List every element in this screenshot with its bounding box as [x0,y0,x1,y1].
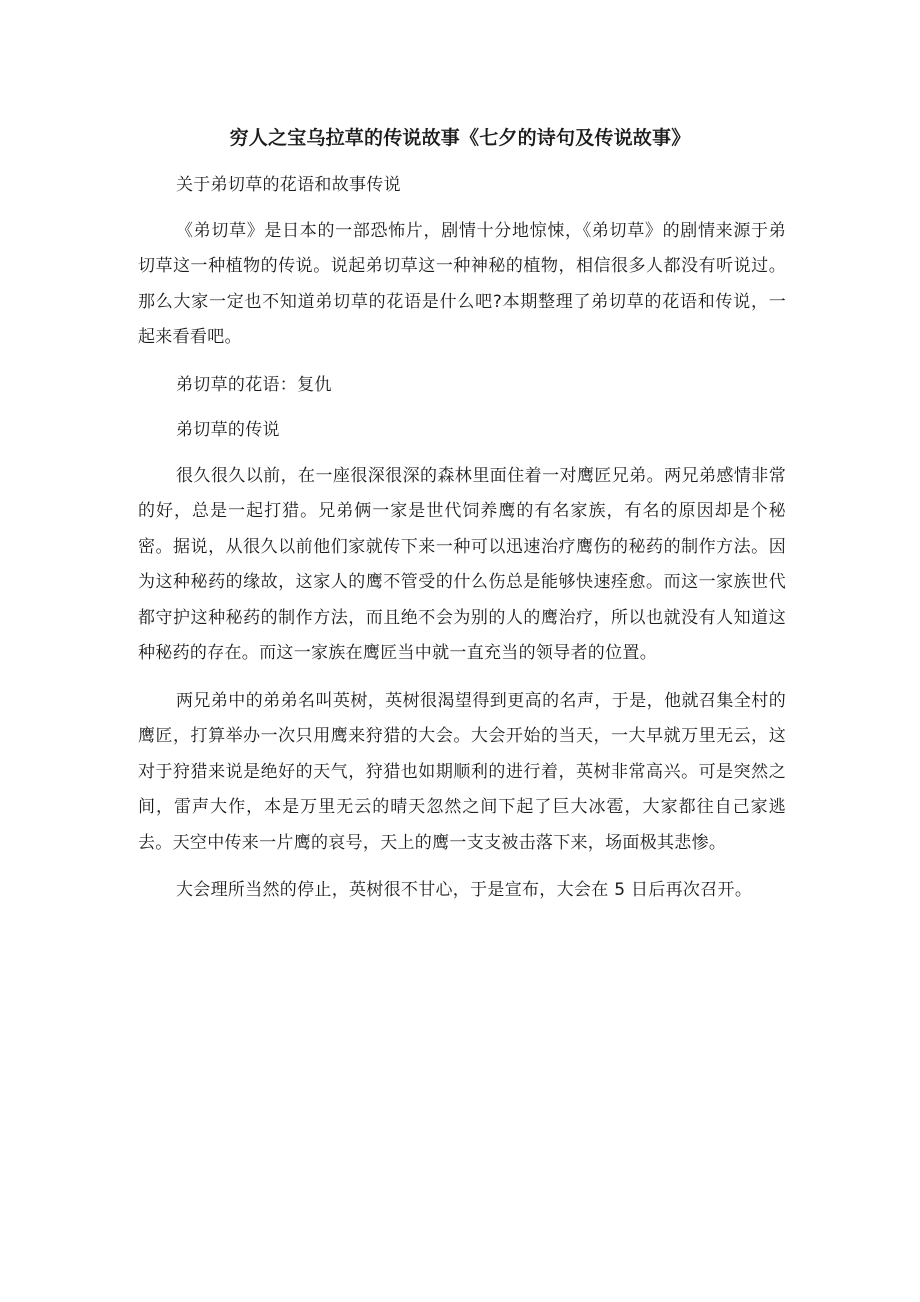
paragraph-legend-3: 大会理所当然的停止，英树很不甘心，于是宣布，大会在 5 日后再次召开。 [176,880,753,900]
document-body [138,168,786,921]
paragraph-legend-1: 很久很久以前，在一座很深很深的森林里面住着一对鹰匠兄弟。两兄弟感情非常的好，总是一起打猎。兄弟俩一家是世代饲养鹰的有名家族，有名的原因却是个秘密。据说，从很久以前他们家就传下来一种可以迅速治疗鹰伤的秘药的制作方法。因为这种秘药的缘故，这家人的鹰不管受的什么伤总是能够快速痊愈。而这一家族世代都守护这种秘药的制作方法，而且绝不会为别的人的鹰治疗，所以也就没有人知道这种秘药的存在。而这一家族在鹰匠当中就一直充当的领导者的位置。 [138,465,786,663]
paragraph-legend-heading: 弟切草的传说 [176,420,280,440]
paragraph-intro: 《弟切草》是日本的一部恐怖片，剧情十分地惊悚，《弟切草》的剧情来源于弟切草这一种植物的传说。说起弟切草这一种神秘的植物，相信很多人都没有听说过。那么大家一定也不知道弟切草的花语是什么吧?本期整理了弟切草的花语和传说，一起来看看吧。 [138,220,786,347]
paragraph-subtitle: 关于弟切草的花语和故事传说 [176,175,401,195]
document-title: 穷人之宝乌拉草的传说故事《七夕的诗句及传说故事》 [229,127,691,149]
paragraph-legend-2: 两兄弟中的弟弟名叫英树，英树很渴望得到更高的名声，于是，他就召集全村的鹰匠，打算举办一次只用鹰来狩猎的大会。大会开始的当天，一大早就万里无云，这对于狩猎来说是绝好的天气，狩猎也如期顺利的进行着，英树非常高兴。可是突然之间，雷声大作，本是万里无云的晴天忽然之间下起了巨大冰雹，大家都往自己家逃去。天空中传来一片鹰的哀号，天上的鹰一支支被击落下来，场面极其悲惨。 [138,690,786,853]
paragraph-flower-language: 弟切草的花语：复仇 [176,374,332,395]
